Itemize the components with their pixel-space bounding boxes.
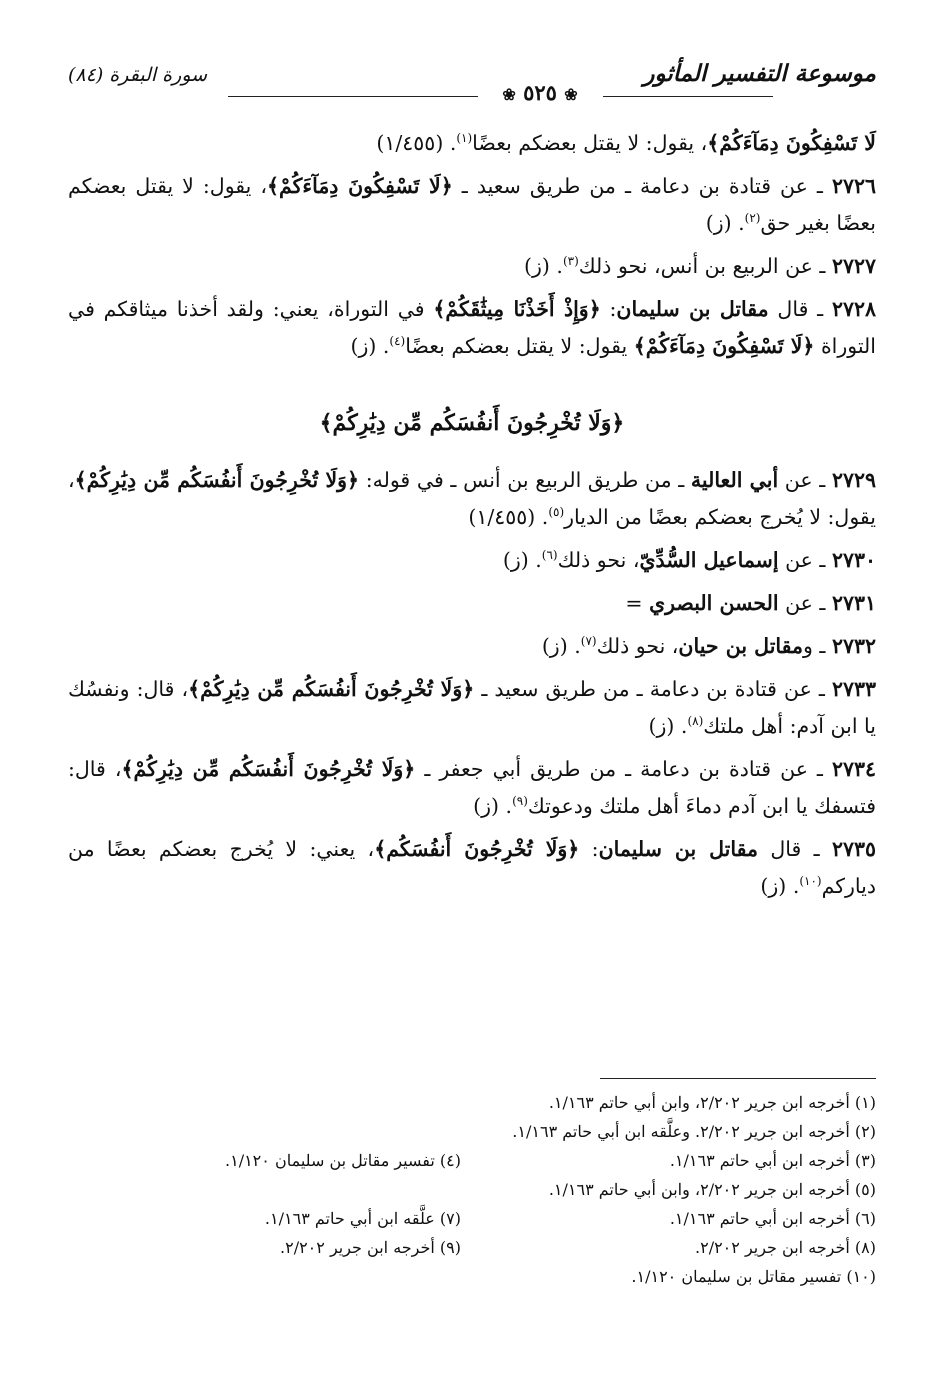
footnote-row [68, 1175, 876, 1204]
text-run: في التوراة، يعني: ولقد أخذنا ميثاقكم في التوراة [68, 297, 876, 358]
footnote-row [68, 1262, 876, 1291]
quran-quote: ﴿وَلَا تُخْرِجُونَ أَنفُسَكُم مِّن دِيَٰرِكُمْ﴾ [121, 757, 416, 781]
footnote: (٨) أخرجه ابن جرير ٢/٢٠٢. [695, 1238, 876, 1257]
narration-number: ٢٧٢٩ [831, 468, 876, 492]
footnote: (١) أخرجه ابن جرير ٢/٢٠٢، وابن أبي حاتم ١/١٦٣. [548, 1093, 876, 1112]
quran-quote: ﴿وَإِذْ أَخَذْنَا مِيثَٰقَكُمْ﴾ [433, 297, 601, 321]
footnote: (٥) أخرجه ابن جرير ٢/٢٠٢، وابن أبي حاتم ١/١٦٣. [548, 1180, 876, 1199]
text-run: : [579, 837, 599, 861]
text-run: ، يقول: لا يُخرج بعضكم بعضًا من الديار [68, 468, 876, 529]
narration-number: ٢٧٣١ [831, 591, 876, 615]
narration-paragraph [68, 585, 876, 622]
book-title: موسوعة التفسير المأثور [643, 60, 876, 87]
text-run: . (ز) [648, 714, 688, 738]
ornament-icon: ❀ [502, 85, 516, 104]
narrator-name: مقاتل بن حيان [678, 634, 803, 658]
text-run: . (ز) [524, 254, 563, 278]
text-run: ـ عن [778, 468, 832, 492]
footnote-ref: (١٠) [799, 874, 822, 889]
page-header [68, 60, 876, 110]
footnote-ref: (٦) [541, 548, 558, 563]
narration-paragraph [68, 628, 876, 665]
text-run: ـ عن قتادة بن دعامة ـ من طريق سعيد ـ [452, 174, 832, 198]
quran-quote: ﴿وَلَا تُخْرِجُونَ أَنفُسَكُم مِّن دِيَٰرِكُمْ﴾ [74, 468, 360, 492]
text-run: ، نحو ذلك [557, 548, 640, 572]
narration-number: ٢٧٣٠ [831, 548, 876, 572]
footnote: (٢) أخرجه ابن جرير ٢/٢٠٢. وعلَّقه ابن أبي حاتم ١/١٦٣. [512, 1122, 876, 1141]
footnote-ref: (٤) [389, 334, 406, 349]
narration-number: ٢٧٢٨ [831, 297, 876, 321]
text-run: ـ قال [768, 297, 832, 321]
footnote-ref: (٥) [548, 505, 565, 520]
narration-number: ٢٧٢٦ [831, 174, 876, 198]
quran-quote: ﴿وَلَا تُخْرِجُونَ أَنفُسَكُم﴾ [374, 837, 580, 861]
footnote-ref: (٨) [687, 714, 704, 729]
text-run: ـ من طريق الربيع بن أنس ـ في قوله: [359, 468, 691, 492]
narration-number: ٢٧٣٣ [831, 677, 876, 701]
narrator-name: الحسن البصري [649, 591, 779, 615]
footnote-ref: (٧) [580, 634, 597, 649]
footnote-rule [600, 1078, 876, 1079]
narration-number: ٢٧٢٧ [831, 254, 876, 278]
main-text [68, 125, 876, 911]
narration-paragraph [68, 248, 876, 285]
narration-number: ٢٧٣٤ [831, 757, 876, 781]
narrator-name: مقاتل بن سليمان [598, 837, 758, 861]
quran-quote: ﴿وَلَا تُخْرِجُونَ أَنفُسَكُم مِّن دِيَٰرِكُمْ﴾ [188, 677, 475, 701]
text-run: ، يقول: لا يقتل بعضكم بعضًا بغير حق [68, 174, 876, 235]
footnote-row [68, 1117, 876, 1146]
text-run: . (ز) [473, 794, 513, 818]
ornament-icon: ❀ [564, 85, 578, 104]
quran-quote: ﴿لَا تَسْفِكُونَ دِمَآءَكُمْ﴾ [267, 174, 453, 198]
surah-label: سورة البقرة (٨٤) [68, 64, 208, 86]
footnote-ref: (١) [456, 131, 473, 146]
text-run: . (ز) [705, 211, 745, 235]
narrator-name: أبي العالية [690, 468, 779, 492]
footnote-ref: (٣) [562, 254, 579, 269]
text-run: ـ عن الربيع بن أنس، نحو ذلك [578, 254, 832, 278]
paragraphs-before-verse [68, 125, 876, 365]
narration-paragraph [68, 831, 876, 905]
text-run: ـ عن قتادة بن دعامة ـ من طريق أبي جعفر ـ [415, 757, 832, 781]
footnote: (٩) أخرجه ابن جرير ٢/٢٠٢. [280, 1238, 461, 1257]
narrator-name: إسماعيل السُّدِّيّ [639, 548, 779, 572]
text-run: يقول: لا يقتل بعضكم بعضًا [405, 334, 634, 358]
narration-paragraph [68, 168, 876, 242]
quran-quote: ﴿لَا تَسْفِكُونَ دِمَآءَكُمْ﴾ [633, 334, 815, 358]
text-run: . (ز) [541, 634, 581, 658]
text-run: ـ و [803, 634, 832, 658]
footnote-row [68, 1146, 876, 1175]
footnote: (٧) علَّقه ابن أبي حاتم ١/١٦٣. [264, 1209, 461, 1228]
text-run: . (ز) [760, 874, 800, 898]
footnote: (٦) أخرجه ابن أبي حاتم ١/١٦٣. [669, 1209, 876, 1228]
page-number-block [480, 80, 600, 105]
text-run: ، قال: ونفسُك يا ابن آدم: أهل ملتك [68, 677, 876, 738]
paragraphs-after-verse [68, 462, 876, 905]
text-run: ، يعني: لا يُخرج بعضكم بعضًا من دياركم [68, 837, 876, 898]
narration-paragraph [68, 542, 876, 579]
text-run: ـ قال [757, 837, 832, 861]
footnote-row [68, 1088, 876, 1117]
narration-number: ٢٧٣٢ [831, 634, 876, 658]
text-run: = [625, 591, 650, 615]
page-number: ٥٢٥ [523, 80, 557, 105]
footnote-ref: (٢) [744, 211, 761, 226]
text-run: . (١/٤٥٥) [468, 505, 549, 529]
text-run: . (١/٤٥٥) [376, 131, 457, 155]
text-run: ، نحو ذلك [596, 634, 679, 658]
narration-number: ٢٧٣٥ [831, 837, 876, 861]
narration-paragraph [68, 125, 876, 162]
narration-paragraph [68, 751, 876, 825]
narration-paragraph [68, 671, 876, 745]
footnote-row [68, 1204, 876, 1233]
narration-paragraph [68, 462, 876, 536]
quran-quote: لَا تَسْفِكُونَ دِمَآءَكُمْ﴾ [707, 131, 876, 155]
header-rule-right [603, 96, 773, 97]
verse-heading: ﴿وَلَا تُخْرِجُونَ أَنفُسَكُم مِّن دِيَٰرِكُمْ﴾ [319, 410, 625, 436]
header-rule-left [228, 96, 478, 97]
footnote-row [68, 1233, 876, 1262]
narration-paragraph [68, 291, 876, 365]
text-run: . (ز) [350, 334, 390, 358]
text-run: ، قال: فتسفك يا ابن آدم دماءَ أهل ملتك ودعوتك [68, 757, 876, 818]
text-run: ـ عن [778, 548, 832, 572]
text-run: . (ز) [502, 548, 542, 572]
text-run: ـ عن قتادة بن دعامة ـ من طريق سعيد ـ [474, 677, 832, 701]
footnote-ref: (٩) [512, 794, 528, 809]
text-run: ، يقول: لا يقتل بعضكم بعضًا [472, 131, 708, 155]
footnote: (١٠) تفسير مقاتل بن سليمان ١/١٢٠. [631, 1267, 876, 1286]
footnotes [68, 1088, 876, 1291]
narrator-name: مقاتل بن سليمان [616, 297, 769, 321]
text-run: ـ عن [778, 591, 832, 615]
footnote: (٤) تفسير مقاتل بن سليمان ١/١٢٠. [225, 1151, 461, 1170]
text-run: : [600, 297, 617, 321]
footnote: (٣) أخرجه ابن أبي حاتم ١/١٦٣. [669, 1151, 876, 1170]
